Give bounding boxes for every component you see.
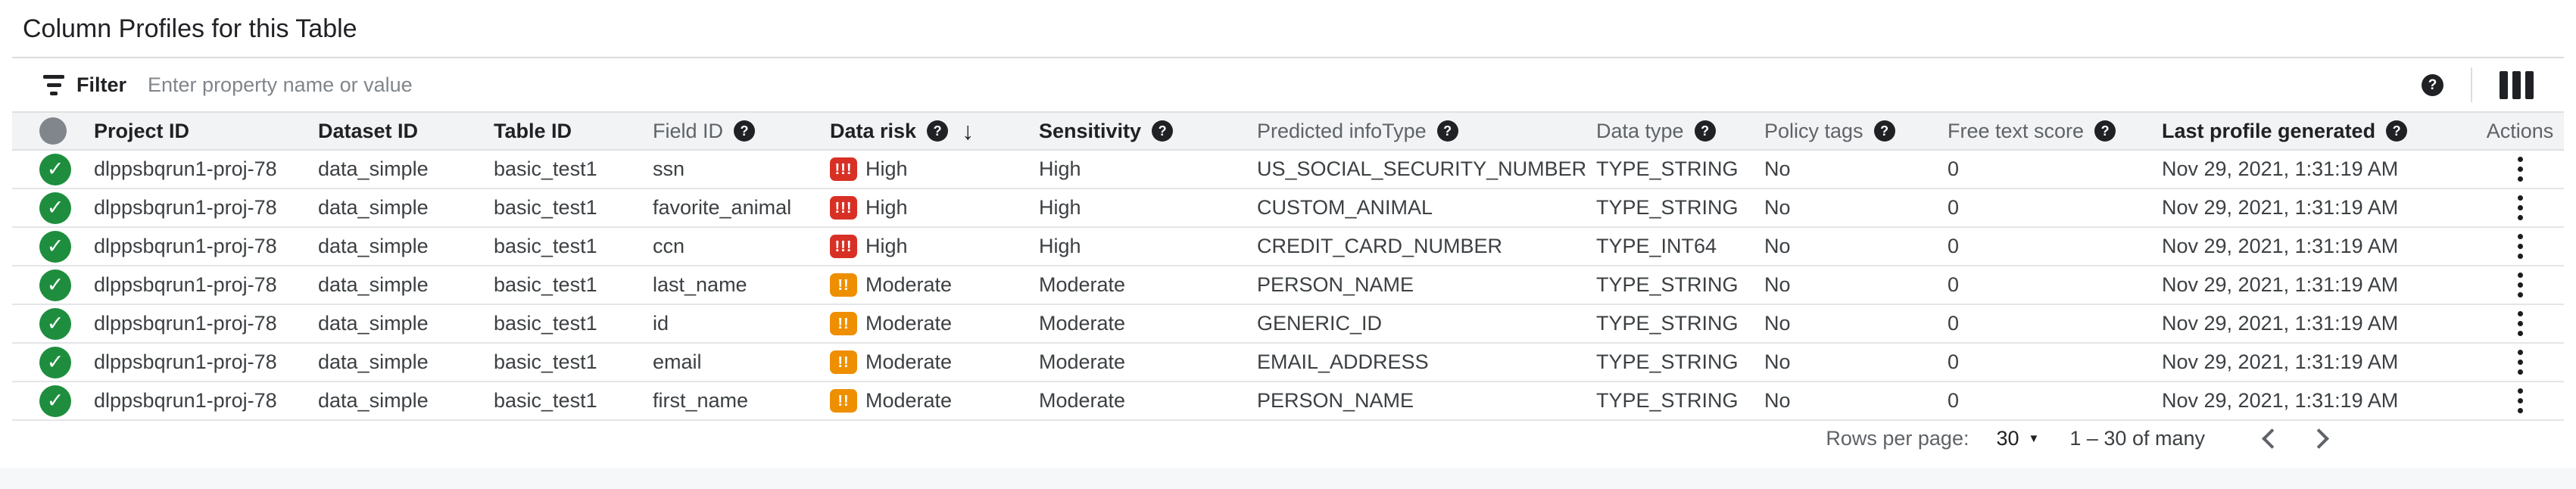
check-circle-icon: ✓ [39,192,71,224]
pagination [12,421,2564,456]
page-title: Column Profiles for this Table [23,14,357,43]
cell-project-id: dlppsbqrun1-proj-78 [94,389,277,412]
column-header-label: Sensitivity [1039,119,1142,142]
cell-last-profile-generated: Nov 29, 2021, 1:31:19 AM [2162,273,2399,296]
filter-list-icon [43,75,64,95]
cell-data-risk [830,382,1039,420]
table-row[interactable] [12,150,2564,188]
data-risk-high-badge-icon: !!! [830,196,857,220]
cell-sensitivity: Moderate [1039,273,1126,296]
cell-data-type: TYPE_STRING [1596,157,1739,180]
check-circle-icon: ✓ [39,269,71,301]
column-header-label: Actions [2486,119,2554,142]
cell-dataset-id: data_simple [318,312,429,335]
cell-last-profile-generated: Nov 29, 2021, 1:31:19 AM [2162,389,2399,412]
cell-policy-tags: No [1764,157,1791,180]
cell-predicted-infotype: CREDIT_CARD_NUMBER [1257,235,1503,257]
column-header-label: Policy tags [1764,119,1863,142]
cell-policy-tags: No [1764,196,1791,219]
help-icon[interactable]: ? [1152,120,1173,142]
cell-free-text-score: 0 [1948,350,1960,373]
rows-per-page-select[interactable] [1996,427,2039,450]
pagination-range: 1 – 30 of many [2069,426,2205,450]
cell-predicted-infotype: US_SOCIAL_SECURITY_NUMBER [1257,157,1587,180]
cell-policy-tags: No [1764,389,1791,412]
help-icon[interactable]: ? [2422,74,2443,96]
table-row[interactable] [12,266,2564,304]
table-row[interactable] [12,188,2564,227]
cell-actions [2476,382,2564,420]
rows-per-page-value: 30 [1996,426,2019,450]
cell-policy-tags: No [1764,273,1791,296]
cell-actions [2476,304,2564,343]
cell-status [12,343,94,382]
cell-status [12,150,94,188]
cell-predicted-infotype: EMAIL_ADDRESS [1257,350,1429,373]
cell-field-id: ccn [653,235,685,257]
cell-sensitivity: Moderate [1039,312,1126,335]
column-header-sensitivity[interactable] [1039,112,1257,150]
filter-label: Filter [76,73,127,96]
cell-dataset-id: data_simple [318,273,429,296]
help-icon[interactable]: ? [1437,120,1458,142]
dropdown-caret-icon: ▼ [2028,431,2040,445]
cell-dataset-id: data_simple [318,350,429,373]
column-header-label: Dataset ID [318,119,419,142]
data-risk-label: Moderate [865,389,953,412]
help-icon[interactable]: ? [1695,120,1716,142]
cell-status [12,382,94,420]
cell-data-type: TYPE_STRING [1596,273,1739,296]
column-header-actions[interactable] [2476,112,2564,150]
check-circle-icon: ✓ [39,231,71,263]
data-risk-high-badge-icon: !!! [830,235,857,258]
cell-actions [2476,227,2564,266]
cell-data-type: TYPE_STRING [1596,312,1739,335]
column-header-last_profile_generated[interactable] [2162,112,2476,150]
row-actions-menu-icon[interactable] [2503,234,2537,259]
data-risk-label: High [865,196,908,219]
data-risk-moderate-badge-icon: !! [830,312,857,335]
cell-predicted-infotype: GENERIC_ID [1257,312,1383,335]
page-background-strip [0,468,2576,489]
data-risk-label: Moderate [865,273,953,296]
cell-data-risk [830,227,1039,266]
row-actions-menu-icon[interactable] [2503,157,2537,182]
cell-status [12,227,94,266]
cell-field-id: first_name [653,389,749,412]
cell-policy-tags: No [1764,235,1791,257]
filter-bar-right-controls [2422,67,2534,102]
cell-policy-tags: No [1764,350,1791,373]
cell-table-id: basic_test1 [494,312,597,335]
cell-sensitivity: Moderate [1039,389,1126,412]
cell-last-profile-generated: Nov 29, 2021, 1:31:19 AM [2162,157,2399,180]
column-header-data_type[interactable] [1596,112,1764,150]
table-row[interactable] [12,304,2564,343]
cell-data-risk [830,266,1039,304]
cell-project-id: dlppsbqrun1-proj-78 [94,312,277,335]
cell-last-profile-generated: Nov 29, 2021, 1:31:19 AM [2162,196,2399,219]
data-risk-high-badge-icon: !!! [830,157,857,181]
data-risk-moderate-badge-icon: !! [830,350,857,374]
next-page-icon[interactable] [2306,423,2337,453]
cell-sensitivity: High [1039,157,1081,180]
table-row[interactable] [12,343,2564,382]
cell-table-id: basic_test1 [494,196,597,219]
cell-actions [2476,266,2564,304]
column-header-label: Predicted infoType [1257,119,1427,142]
cell-predicted-infotype: PERSON_NAME [1257,389,1414,412]
cell-project-id: dlppsbqrun1-proj-78 [94,350,277,373]
cell-table-id: basic_test1 [494,350,597,373]
table-body [12,150,2564,420]
cell-field-id: ssn [653,157,685,180]
column-header-label: Free text score [1948,119,2085,142]
filter-bar [12,58,2564,111]
row-actions-menu-icon[interactable] [2503,311,2537,336]
cell-free-text-score: 0 [1948,389,1960,412]
cell-sensitivity: High [1039,196,1081,219]
row-actions-menu-icon[interactable] [2503,195,2537,220]
cell-free-text-score: 0 [1948,196,1960,219]
data-risk-moderate-badge-icon: !! [830,389,857,413]
column-header-project_id[interactable] [94,112,318,150]
cell-data-type: TYPE_INT64 [1596,235,1717,257]
table-row[interactable] [12,227,2564,266]
cell-table-id: basic_test1 [494,157,597,180]
table-header [12,112,2564,150]
column-display-options-icon[interactable] [2500,71,2534,99]
help-icon[interactable]: ? [2386,120,2407,142]
column-header-label: Field ID [653,119,724,142]
cell-data-type: TYPE_STRING [1596,196,1739,219]
column-header-status [12,112,94,150]
vertical-divider [2471,67,2472,102]
data-risk-moderate-badge-icon: !! [830,273,857,297]
rows-per-page-label: Rows per page: [1826,426,1969,450]
status-column-icon [39,117,67,145]
cell-project-id: dlppsbqrun1-proj-78 [94,273,277,296]
cell-status [12,266,94,304]
cell-predicted-infotype: CUSTOM_ANIMAL [1257,196,1433,219]
column-header-label: Table ID [494,119,572,142]
column-header-label: Data type [1596,119,1684,142]
data-risk-label: Moderate [865,312,953,335]
previous-page-icon[interactable] [2253,423,2284,453]
help-icon[interactable]: ? [1874,120,1895,142]
cell-last-profile-generated: Nov 29, 2021, 1:31:19 AM [2162,350,2399,373]
cell-data-risk [830,150,1039,188]
data-risk-label: Moderate [865,350,953,373]
table-row[interactable] [12,382,2564,420]
check-circle-icon: ✓ [39,385,71,417]
cell-dataset-id: data_simple [318,196,429,219]
check-circle-icon: ✓ [39,308,71,340]
help-icon[interactable]: ? [927,120,948,142]
cell-table-id: basic_test1 [494,273,597,296]
row-actions-menu-icon[interactable] [2503,350,2537,375]
column-header-policy_tags[interactable] [1764,112,1948,150]
help-icon[interactable]: ? [734,120,755,142]
cell-sensitivity: Moderate [1039,350,1126,373]
cell-actions [2476,150,2564,188]
row-actions-menu-icon[interactable] [2503,273,2537,297]
cell-dataset-id: data_simple [318,157,429,180]
cell-field-id: id [653,312,669,335]
cell-data-risk [830,304,1039,343]
column-header-dataset_id[interactable] [318,112,494,150]
cell-data-risk [830,188,1039,227]
cell-free-text-score: 0 [1948,157,1960,180]
cell-dataset-id: data_simple [318,235,429,257]
data-risk-label: High [865,157,908,180]
cell-last-profile-generated: Nov 29, 2021, 1:31:19 AM [2162,312,2399,335]
cell-project-id: dlppsbqrun1-proj-78 [94,235,277,257]
column-profiles-card [12,57,2564,456]
cell-project-id: dlppsbqrun1-proj-78 [94,196,277,219]
cell-dataset-id: data_simple [318,389,429,412]
cell-data-type: TYPE_STRING [1596,389,1739,412]
cell-field-id: email [653,350,702,373]
cell-actions [2476,188,2564,227]
column-header-label: Project ID [94,119,190,142]
check-circle-icon: ✓ [39,347,71,378]
column-header-table_id[interactable] [494,112,653,150]
cell-table-id: basic_test1 [494,389,597,412]
cell-free-text-score: 0 [1948,273,1960,296]
data-risk-label: High [865,235,908,257]
column-header-field_id[interactable] [653,112,830,150]
cell-data-risk [830,343,1039,382]
cell-status [12,304,94,343]
sort-descending-icon[interactable]: ↓ [962,117,975,145]
cell-field-id: favorite_animal [653,196,792,219]
cell-status [12,188,94,227]
cell-data-type: TYPE_STRING [1596,350,1739,373]
cell-predicted-infotype: PERSON_NAME [1257,273,1414,296]
row-actions-menu-icon[interactable] [2503,388,2537,413]
cell-project-id: dlppsbqrun1-proj-78 [94,157,277,180]
cell-free-text-score: 0 [1948,235,1960,257]
column-header-predicted_infotype[interactable] [1257,112,1596,150]
column-header-free_text_score[interactable] [1948,112,2162,150]
column-profiles-table [12,111,2564,421]
column-header-label: Last profile generated [2162,119,2376,142]
cell-sensitivity: High [1039,235,1081,257]
cell-actions [2476,343,2564,382]
cell-table-id: basic_test1 [494,235,597,257]
help-icon[interactable]: ? [2094,120,2116,142]
column-header-label: Data risk [830,119,917,142]
check-circle-icon: ✓ [39,154,71,185]
cell-last-profile-generated: Nov 29, 2021, 1:31:19 AM [2162,235,2399,257]
cell-field-id: last_name [653,273,747,296]
column-header-data_risk[interactable] [830,112,1039,150]
cell-free-text-score: 0 [1948,312,1960,335]
filter-input[interactable] [148,73,2399,97]
cell-policy-tags: No [1764,312,1791,335]
